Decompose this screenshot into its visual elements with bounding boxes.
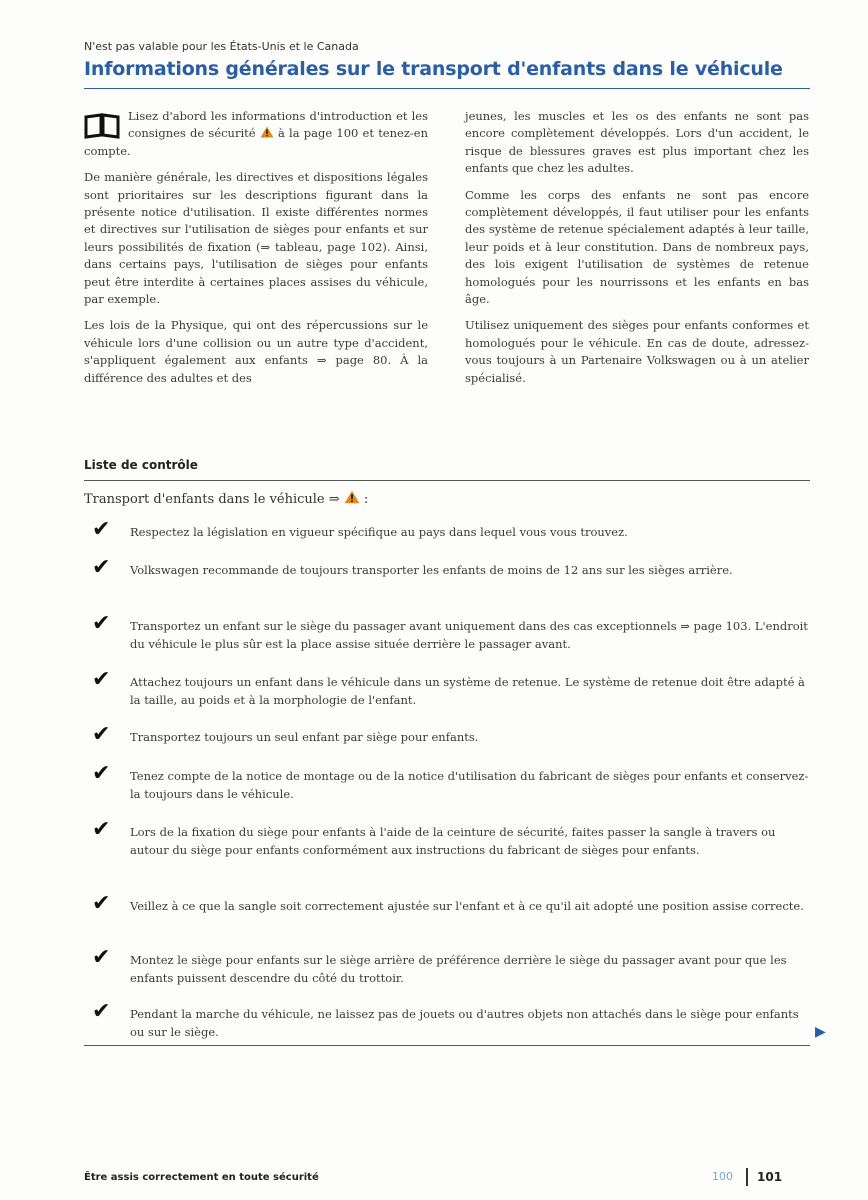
checkmark-icon: ✔	[92, 667, 111, 692]
checklist-item	[92, 1000, 810, 1041]
page-number-separator	[746, 1168, 748, 1186]
intro-text-end: à la page 100 et tenez-en compte.	[84, 126, 428, 158]
right-paragraph-2: Comme les corps des enfants ne sont pas encore complètement développés, il faut utiliser pour les enfants des système de retenue spécialement adaptés à leur taille, leur poids et à leur constitution. Dans de nombreux pays, des lois exigent l'utilisation de systèmes de retenue homologués pour les nourrissons et les enfants en bas âge.	[465, 187, 809, 307]
checkmark-icon: ✔	[92, 891, 111, 916]
checklist-item	[92, 668, 810, 709]
checklist-item-text: Transportez toujours un seul enfant par siège pour enfants.	[130, 730, 479, 744]
footer-section-title: Être assis correctement en toute sécurité	[84, 1172, 319, 1183]
checklist-intro-suffix: :	[359, 492, 369, 507]
intro-text-start: Lisez d'abord les informations d'introduction et les consignes de sécurité	[128, 109, 428, 141]
checklist-item-text: Volkswagen recommande de toujours transporter les enfants de moins de 12 ans sur les sièges arrière.	[130, 563, 733, 577]
checkmark-icon: ✔	[92, 611, 111, 636]
checkmark-icon: ✔	[92, 555, 111, 580]
checkmark-icon: ✔	[92, 722, 111, 747]
checkmark-icon: ✔	[92, 517, 111, 542]
checklist-item-text: Attachez toujours un enfant dans le véhicule dans un système de retenue. Le système de retenue doit être adapté à la taille, au poids et à la morphologie de l'enfant.	[130, 675, 805, 707]
checklist-item	[92, 612, 810, 653]
checklist-divider	[84, 480, 810, 481]
left-column	[84, 108, 428, 396]
page-title: Informations générales sur le transport d'enfants dans le véhicule	[84, 58, 783, 80]
checklist-item-text: Respectez la législation en vigueur spécifique au pays dans lequel vous vous trouvez.	[130, 525, 628, 539]
checklist-heading: Liste de contrôle	[84, 458, 198, 472]
checklist-end-divider	[84, 1045, 810, 1046]
continue-arrow-icon: ▶	[815, 1024, 826, 1040]
checkmark-icon: ✔	[92, 817, 111, 842]
right-column	[465, 108, 809, 396]
checkmark-icon: ✔	[92, 999, 111, 1024]
checkmark-icon: ✔	[92, 945, 111, 970]
checkmark-icon: ✔	[92, 761, 111, 786]
book-icon	[84, 111, 120, 141]
checklist-item	[92, 518, 810, 542]
left-paragraph-1: De manière générale, les directives et dispositions légales sont prioritaires sur les descriptions figurant dans la présente notice d'utilisation. Il existe différentes normes et directives sur l'utilisation de sièges pour enfants et sur leurs possibilités de fixation (⇒ tableau, page 102). Ainsi, dans certains pays, l'utilisation de sièges pour enfants peut être interdite à certaines places assises du véhicule, par exemple.	[84, 170, 428, 307]
checklist-intro-text: Transport d'enfants dans le véhicule ⇒	[84, 492, 340, 507]
checklist-item	[92, 892, 810, 916]
checklist-item-text: Montez le siège pour enfants sur le siège arrière de préférence derrière le siège du passager avant pour que les enfants puissent descendre du côté du trottoir.	[130, 953, 787, 985]
checklist-item-text: Lors de la fixation du siège pour enfants à l'aide de la ceinture de sécurité, faites passer la sangle à travers ou autour du siège pour enfants conformément aux instructions du fabricant de sièges pour enfants.	[130, 825, 776, 857]
warning-triangle-icon	[344, 490, 360, 504]
right-paragraph-1: jeunes, les muscles et les os des enfants ne sont pas encore complètement développés. Lors d'un accident, le risque de blessures graves est plus important chez les enfants que chez les adultes.	[465, 109, 809, 176]
checklist-item	[92, 818, 810, 859]
left-paragraph-2: Les lois de la Physique, qui ont des répercussions sur le véhicule lors d'une collision ou un autre type d'accident, s'appliquent également aux enfants ⇒ page 80. À la différence des adultes et des	[84, 318, 428, 385]
checklist-item	[92, 723, 810, 747]
checklist-item-text: Tenez compte de la notice de montage ou de la notice d'utilisation du fabricant de sièges pour enfants et conservez-la toujours dans le véhicule.	[130, 769, 809, 801]
checklist-item-text: Transportez un enfant sur le siège du passager avant uniquement dans des cas exceptionnels ⇒ page 103. L'endroit du véhicule le plus sûr est la place assise située derrière le passager avant.	[130, 619, 808, 651]
checklist-intro	[84, 490, 368, 507]
checklist-item	[92, 946, 810, 987]
region-note: N'est pas valable pour les États-Unis et le Canada	[84, 40, 359, 53]
warning-triangle-icon	[260, 126, 274, 138]
title-divider	[84, 88, 810, 89]
checklist-item	[92, 556, 810, 580]
page-number-left: 100	[712, 1170, 733, 1183]
page-number-right: 101	[757, 1170, 783, 1184]
checklist-item-text: Pendant la marche du véhicule, ne laissez pas de jouets ou d'autres objets non attachés dans le siège pour enfants ou sur le siège.	[130, 1007, 799, 1039]
checklist-item-text: Veillez à ce que la sangle soit correctement ajustée sur l'enfant et à ce qu'il ait adopté une position assise correcte.	[130, 899, 804, 913]
right-paragraph-3: Utilisez uniquement des sièges pour enfants conformes et homologués pour le véhicule. En cas de doute, adressez-vous toujours à un Partenaire Volkswagen ou à un atelier spécialisé.	[465, 318, 809, 385]
checklist-item	[92, 762, 810, 803]
intro-paragraph	[84, 108, 428, 160]
